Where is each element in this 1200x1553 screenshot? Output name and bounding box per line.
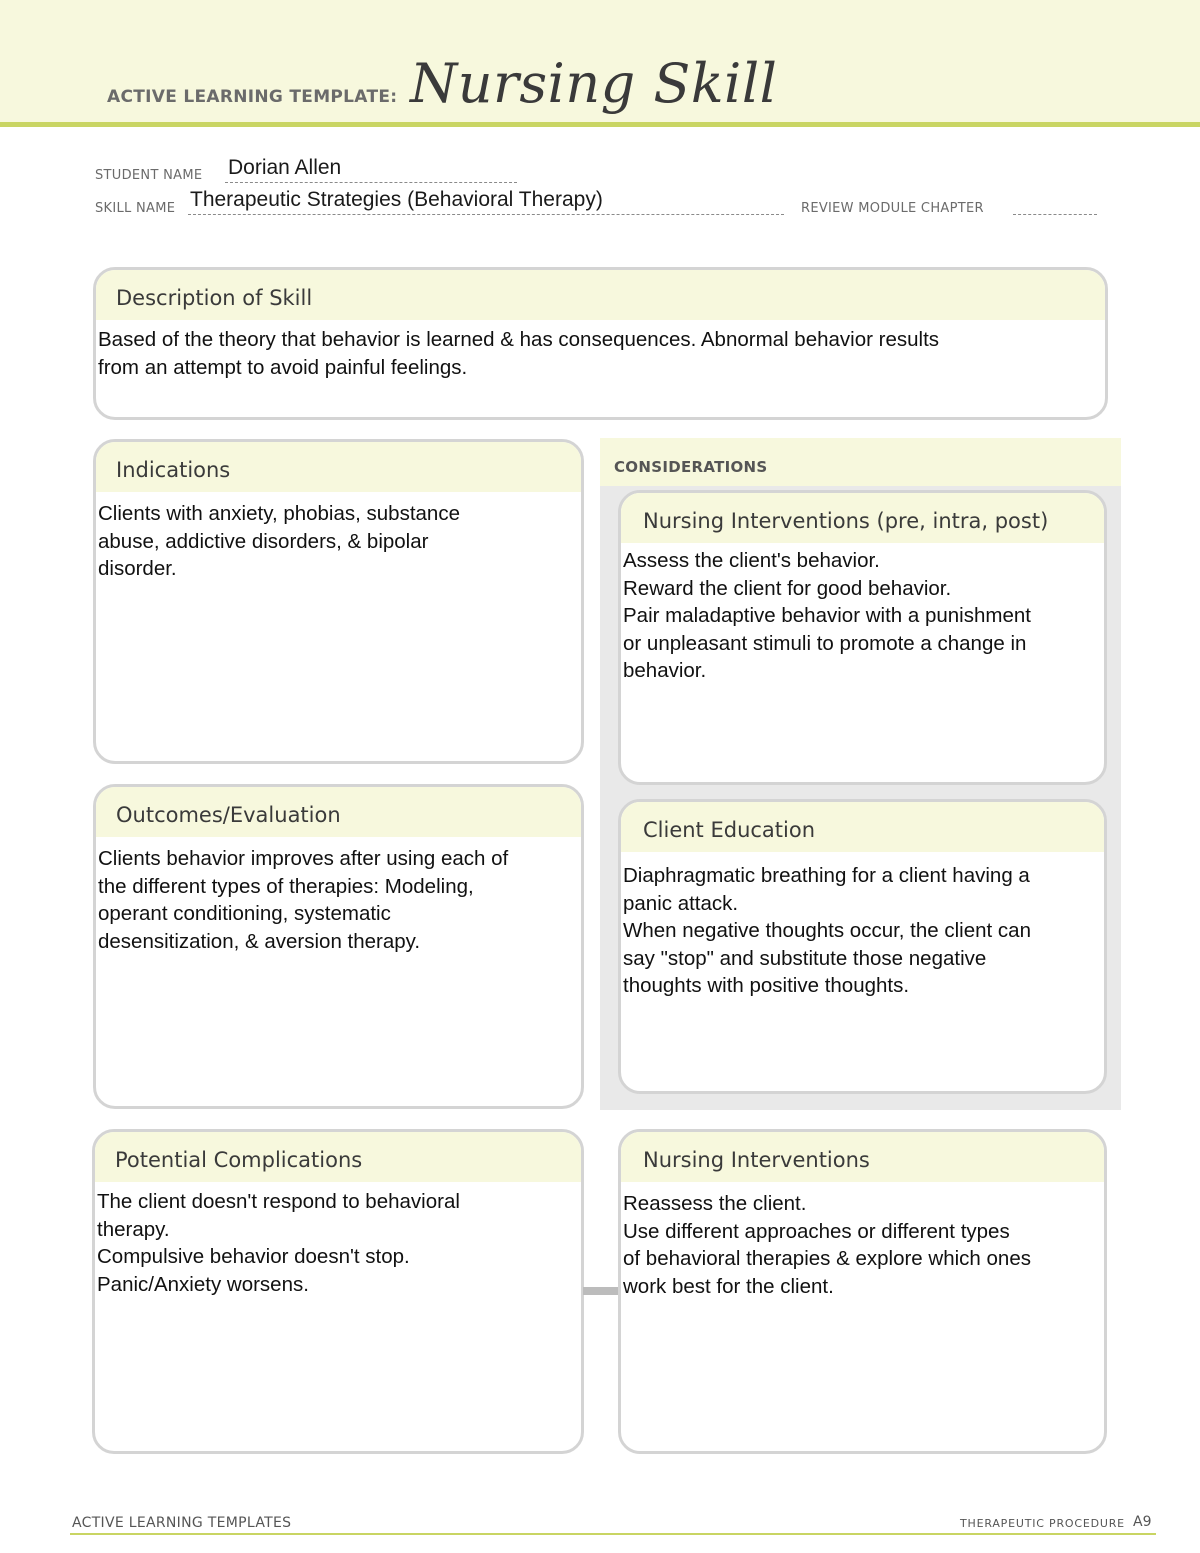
- client-education-line: say "stop" and substitute those negative: [623, 946, 987, 970]
- template-label: ACTIVE LEARNING TEMPLATE:: [107, 87, 398, 107]
- nursing-interventions-pre-line: Pair maladaptive behavior with a punishment: [623, 604, 1031, 627]
- description-line: Based of the theory that behavior is learned & has consequences. Abnormal behavior results: [98, 328, 940, 351]
- student-name-underline: [225, 182, 517, 183]
- description-line: from an attempt to avoid painful feelings.: [98, 355, 468, 379]
- indications-text[interactable]: [96, 492, 581, 583]
- page-number: A9: [1133, 1514, 1152, 1530]
- outcomes-line: desensitization, & aversion therapy.: [98, 929, 421, 953]
- indications-title: Indications: [96, 442, 581, 492]
- student-name-row: [95, 166, 202, 184]
- connector-bar: [583, 1287, 620, 1295]
- student-name-field[interactable]: Dorian Allen: [228, 156, 342, 179]
- client-education-text[interactable]: [621, 852, 1104, 1000]
- outcomes-line: operant conditioning, systematic: [98, 902, 391, 925]
- client-education-line: Diaphragmatic breathing for a client having a: [623, 864, 1030, 887]
- nursing-interventions-pre-title: Nursing Interventions (pre, intra, post): [621, 493, 1104, 543]
- complications-line: therapy.: [97, 1217, 170, 1241]
- nursing-interventions-line: work best for the client.: [623, 1274, 834, 1298]
- skill-name-row: [95, 199, 175, 217]
- complications-box: [92, 1129, 584, 1454]
- outcomes-title: Outcomes/Evaluation: [96, 787, 581, 837]
- considerations-label: CONSIDERATIONS: [614, 458, 768, 476]
- skill-name-underline: [188, 214, 784, 215]
- skill-name-label: SKILL NAME: [95, 201, 176, 216]
- client-education-line: panic attack.: [623, 891, 739, 915]
- nursing-interventions-pre-line: Assess the client's behavior.: [623, 549, 880, 572]
- indications-line: abuse, addictive disorders, & bipolar: [98, 529, 429, 553]
- client-education-line: thoughts with positive thoughts.: [623, 974, 910, 997]
- complications-line: Compulsive behavior doesn't stop.: [97, 1245, 410, 1268]
- review-module-label: REVIEW MODULE CHAPTER: [801, 201, 984, 216]
- nursing-interventions-line: Use different approaches or different types: [623, 1219, 1010, 1243]
- description-title: Description of Skill: [96, 270, 1105, 320]
- indications-line: disorder.: [98, 557, 177, 580]
- nursing-interventions-text[interactable]: [621, 1182, 1104, 1300]
- footer-rule: [70, 1533, 1156, 1535]
- outcomes-line: Clients behavior improves after using each of: [98, 847, 509, 870]
- nursing-interventions-pre-line: Reward the client for good behavior.: [623, 576, 952, 600]
- indications-line: Clients with anxiety, phobias, substance: [98, 502, 460, 525]
- client-education-box: [618, 799, 1107, 1094]
- nursing-interventions-box: [618, 1129, 1107, 1454]
- description-box: [93, 267, 1108, 420]
- complications-line: The client doesn't respond to behavioral: [97, 1190, 460, 1213]
- nursing-interventions-pre-box: [618, 490, 1107, 785]
- footer-left-text: ACTIVE LEARNING TEMPLATES: [72, 1515, 292, 1531]
- review-module-row: [801, 199, 984, 217]
- complications-text[interactable]: [95, 1182, 581, 1298]
- skill-name-value-wrap: [190, 188, 603, 212]
- complications-title: Potential Complications: [95, 1132, 581, 1182]
- complications-line: Panic/Anxiety worsens.: [97, 1272, 309, 1296]
- page-title: Nursing Skill: [410, 52, 778, 115]
- nursing-interventions-title: Nursing Interventions: [621, 1132, 1104, 1182]
- nursing-interventions-pre-text[interactable]: [621, 543, 1104, 685]
- student-name-value-wrap: [228, 156, 341, 180]
- nursing-interventions-line: Reassess the client.: [623, 1192, 807, 1215]
- review-module-field[interactable]: [1013, 214, 1097, 215]
- student-name-label: STUDENT NAME: [95, 168, 203, 183]
- nursing-interventions-pre-line: behavior.: [623, 659, 707, 682]
- header-rule: [0, 122, 1200, 127]
- skill-name-field[interactable]: Therapeutic Strategies (Behavioral Therapy): [190, 188, 603, 211]
- indications-box: [93, 439, 584, 764]
- outcomes-box: [93, 784, 584, 1109]
- client-education-title: Client Education: [621, 802, 1104, 852]
- nursing-interventions-pre-line: or unpleasant stimuli to promote a change in: [623, 631, 1027, 655]
- outcomes-text[interactable]: [96, 837, 581, 955]
- description-text[interactable]: [96, 320, 1105, 381]
- client-education-line: When negative thoughts occur, the client can: [623, 919, 1031, 942]
- footer-right-text: THERAPEUTIC PROCEDURE: [960, 1517, 1125, 1530]
- nursing-interventions-line: of behavioral therapies & explore which ones: [623, 1247, 1031, 1270]
- outcomes-line: the different types of therapies: Modeling,: [98, 874, 474, 898]
